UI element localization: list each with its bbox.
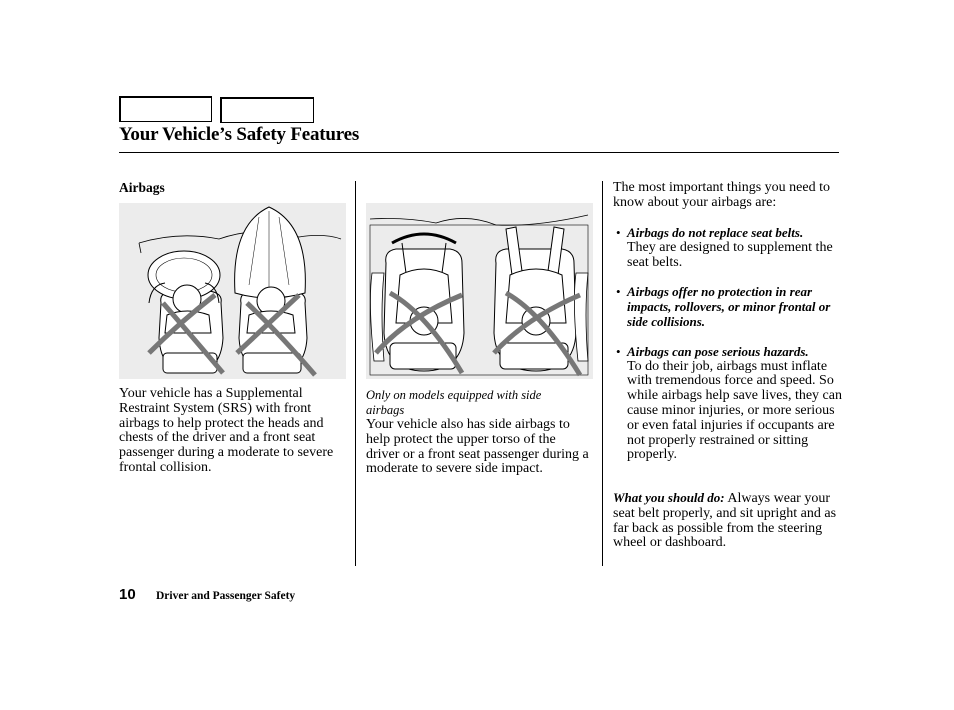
bullet-head: Airbags can pose serious hazards.: [627, 343, 809, 359]
page-title: Your Vehicle’s Safety Features: [119, 124, 360, 145]
section-heading-airbags: Airbags: [119, 180, 165, 195]
page-number: 10: [119, 586, 136, 603]
column-divider-1: [355, 181, 356, 566]
side-airbags-illustration: [366, 203, 593, 379]
important-intro: The most important things you need to know about your airbags are:: [613, 180, 830, 210]
bullet-body: They are designed to supplement the seat belts.: [627, 239, 833, 270]
airbag-facts-list: [614, 226, 846, 478]
front-airbags-illustration: [119, 203, 346, 379]
column-divider-2: [602, 181, 603, 566]
list-item: [614, 226, 846, 270]
list-item: [614, 345, 846, 463]
bullet-icon: •: [616, 225, 621, 240]
bullet-head: Airbags do not replace seat belts.: [627, 225, 804, 240]
bullet-head: Airbags offer no protection in rear impacts, rollovers, or minor frontal or side collisions.: [627, 284, 831, 329]
what-you-should-do-label: What you should do:: [613, 490, 725, 505]
what-you-should-do: [613, 491, 843, 551]
bullet-icon: •: [616, 284, 621, 300]
list-item: [614, 285, 846, 329]
what-you-should-do-text: Always wear your seat belt properly, and sit upright and as far back as possible from the steering wheel or dashboard.: [613, 491, 837, 551]
side-airbags-paragraph: Your vehicle also has side airbags to help protect the upper torso of the driver or a front seat passenger during a moderate to severe side impact.: [366, 417, 589, 477]
title-divider: [119, 152, 839, 153]
side-airbags-caption: Only on models equipped with side airbags: [366, 388, 542, 417]
front-airbags-paragraph: Your vehicle has a Supplemental Restraint System (SRS) with front airbags to help protect the heads and chests of the driver and a front seat passenger during a moderate to severe frontal collision.: [119, 386, 334, 475]
bullet-icon: •: [616, 343, 621, 359]
header-tab-box-left: [119, 96, 212, 122]
header-tab-box-right: [220, 97, 314, 123]
footer-section-title: Driver and Passenger Safety: [156, 590, 296, 602]
bullet-body: To do their job, airbags must inflate with tremendous force and speed. So while airbags help save lives, they can cause minor injuries, or more serious or even fatal injuries if occupants are not properly restrained or sitting properly.: [627, 358, 842, 463]
